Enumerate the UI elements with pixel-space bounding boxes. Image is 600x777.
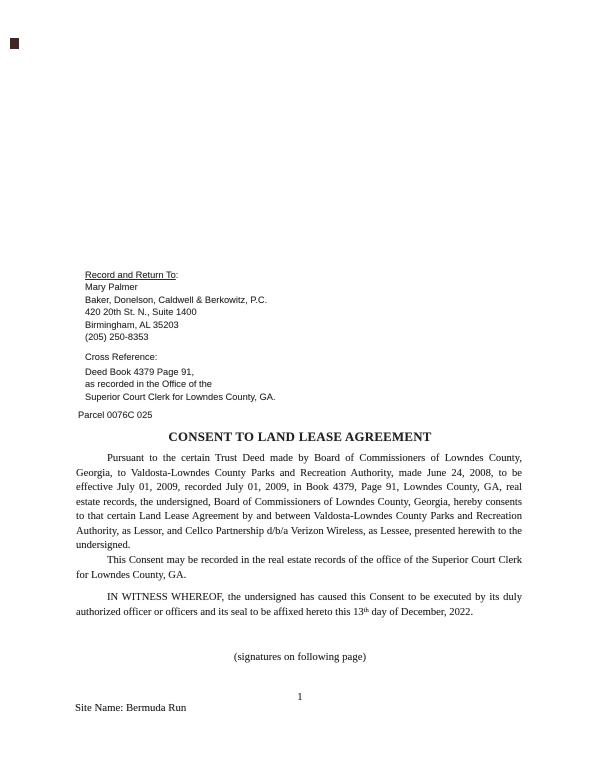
signatures-note: (signatures on following page) [233, 651, 367, 663]
page-number: 1 [297, 691, 303, 703]
cross-reference-line: Deed Book 4379 Page 91, [85, 367, 195, 377]
return-address-line: Baker, Donelson, Caldwell & Berkowitz, P.C. [85, 294, 268, 305]
parcel-number: Parcel 0076C 025 [78, 410, 153, 420]
record-return-heading-colon: : [175, 270, 179, 280]
cross-reference-line: Superior Court Clerk for Lowndes County, GA. [85, 391, 276, 402]
cross-reference-block [85, 366, 276, 403]
paragraph-recording: This Consent may be recorded in the real estate records of the office of the Superior Court Clerk for Lowndes County, GA. [76, 555, 522, 581]
document-title: CONSENT TO LAND LEASE AGREEMENT [168, 430, 432, 444]
paragraph-pursuant: Pursuant to the certain Trust Deed made by Board of Commissioners of Lowndes County, Georgia, to Valdosta-Lowndes County Parks and Recreation Authority, made June 24, 2008, to be effective July 01, 2009, recorded July 01, 2009, in Book 4379, Page 91, Lowndes County, GA, real estate records, the undersigned, Board of Commissioners of Lowndes County, Georgia, hereby consents to that certain Land Lease Agreement by and between Valdosta-Lowndes County Parks and Recreation Authority, as Lessor, and Cellco Partnership d/b/a Verizon Wireless, as Lessee, presented herewith to the undersigned. [76, 453, 522, 551]
witness-text-after: day of December, 2022. [368, 606, 474, 618]
scan-artifact-mark [10, 38, 19, 49]
cross-reference-line: as recorded in the Office of the [85, 379, 212, 390]
site-name-footer: Site Name: Bermuda Run [75, 702, 187, 714]
return-address-line: Mary Palmer [85, 282, 138, 293]
record-return-heading [85, 269, 267, 281]
witness-text-before: IN WITNESS WHEREOF, the undersigned has caused this Consent to be executed by its duly authorized officer or officers and its seal to be affixed hereto this 13 [76, 592, 522, 618]
paragraph-witness [76, 591, 522, 620]
cross-reference-heading: Cross Reference: [85, 352, 158, 362]
record-return-heading-text: Record and Return To [85, 270, 176, 280]
ordinal-superscript: th [363, 606, 369, 614]
return-address-line: Birmingham, AL 35203 [85, 319, 179, 330]
return-address-line: (205) 250-8353 [85, 332, 149, 343]
return-address-line: 420 20th St. N., Suite 1400 [85, 307, 197, 318]
record-return-block [85, 269, 267, 343]
